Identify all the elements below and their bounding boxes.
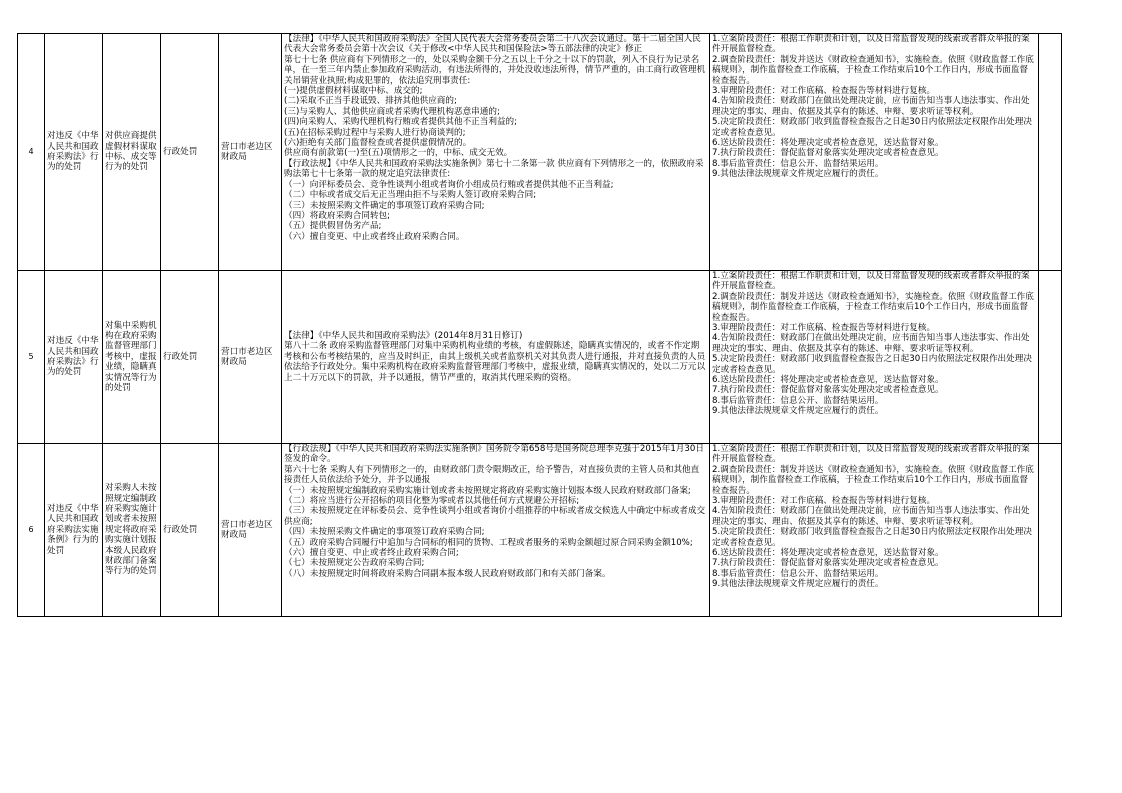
basis-line: （八）未按照规定时间将政府采购合同副本报本级人民政府财政部门和有关部门备案。	[284, 568, 611, 579]
basis-line: （六）擅自变更、中止或者终止政府采购合同;	[284, 548, 459, 559]
resp-line: 4.告知阶段责任：财政部门在做出处理决定前，应书面告知当事人违法事实、作出处理决定的事实、理由、依据及其享有的陈述、申辩、要求听证等权利。	[712, 333, 1030, 354]
resp-line: 3.审理阶段责任：对工作底稿、检查报告等材料进行复核。	[712, 496, 936, 507]
legal-basis	[282, 271, 710, 444]
power-type: 行政处罚	[161, 444, 219, 617]
basis-line: (一)提供虚假材料谋取中标、成交的;	[284, 86, 423, 97]
legal-basis	[282, 34, 710, 271]
resp-line: 8.事后监管责任：信息公开、监督结果运用。	[712, 158, 884, 169]
resp-line: 2.调查阶段责任：制发并送达《财政检查通知书》，实施检查。依照《财政监督工作底稿规则》，制作监督检查工作底稿，于检查工作结束后10个工作日内，形成书面监督检查报告。	[712, 54, 1034, 86]
resp-line: 4.告知阶段责任：财政部门在做出处理决定前，应书面告知当事人违法事实、作出处理决定的事实、理由、依据及其享有的陈述、申辩、要求听证等权利。	[712, 506, 1030, 527]
basis-line: （四）将政府采购合同转包;	[284, 210, 391, 221]
resp-line: 6.送达阶段责任：将处理决定或者检查意见，送达监督对象。	[712, 138, 944, 149]
responsibility	[710, 34, 1039, 271]
row-number: 6	[18, 444, 45, 617]
power-list-table	[17, 33, 1062, 617]
table-row	[18, 444, 1062, 617]
table-row	[18, 271, 1062, 444]
resp-line: 5.决定阶段责任：财政部门收到监督检查报告之日起30日内依照法定权限作出处理决定或者检查意见。	[712, 117, 1032, 138]
basis-line: (五)在招标采购过程中与采购人进行协商谈判的;	[284, 127, 466, 138]
resp-line: 8.事后监管责任：信息公开、监督结果运用。	[712, 568, 884, 579]
sub-item-name: 对集中采购机构在政府采购监督管理部门考核中，虚报业绩，隐瞒真实情况等行为的处罚	[103, 271, 161, 444]
basis-line: 供应商有前款第(一)至(五)项情形之一的，中标、成交无效。	[284, 148, 513, 159]
resp-line: 8.事后监管责任：信息公开、监督结果运用。	[712, 395, 884, 406]
implementing-agency: 营口市老边区财政局	[219, 444, 282, 617]
resp-line: 2.调查阶段责任：制发并送达《财政检查通知书》，实施检查。依照《财政监督工作底稿规则》，制作监督检查工作底稿，于检查工作结束后10个工作日内，形成书面监督检查报告。	[712, 464, 1034, 496]
basis-line: （七）未按照规定公告政府采购合同;	[284, 558, 425, 569]
basis-line: （一）向评标委员会、竞争性谈判小组或者询价小组成员行贿或者提供其他不正当利益;	[284, 179, 614, 190]
basis-line: （五）政府采购合同履行中追加与合同标的相同的货物、工程或者服务的采购金额超过原合同采购金额10%;	[284, 537, 693, 548]
basis-line: (二)采取不正当手段诋毁、排挤其他供应商的;	[284, 96, 457, 107]
basis-line: 【法律】《中华人民共和国政府采购法》(2014年8月31日修订)	[284, 330, 523, 341]
basis-line: （二）中标或者成交后无正当理由拒不与采购人签订政府采购合同;	[284, 190, 537, 201]
basis-line: (六)拒绝有关部门监督检查或者提供虚假情况的。	[284, 138, 472, 149]
basis-line: 第七十七条 供应商有下列情形之一的，处以采购金额千分之五以上千分之十以下的罚款，列入不良行为记录名单，在一至三年内禁止参加政府采购活动，有违法所得的，并处没收违法所得，情节严重的，由工商行政管理机关吊销营业执照;构成犯罪的，依法追究刑事责任:	[284, 54, 706, 86]
implementing-agency: 营口市老边区财政局	[219, 271, 282, 444]
responsibility	[710, 271, 1039, 444]
basis-line: （三）未按照采购文件确定的事项签订政府采购合同;	[284, 200, 485, 211]
resp-line: 9.其他法律法规规章文件规定应履行的责任。	[712, 406, 884, 417]
table-row	[18, 34, 1062, 271]
resp-line: 3.审理阶段责任：对工作底稿、检查报告等材料进行复核。	[712, 86, 936, 97]
basis-line: 第八十二条 政府采购监督管理部门对集中采购机构业绩的考核，有虚假陈述，隐瞒真实情况的，或者不作定期考核和公布考核结果的，应当及时纠正，由其上级机关或者监察机关对其负责人进行通报，并对直接负责的人员依法给予行政处分。集中采购机构在政府采购监督管理部门考核中，虚报业绩，隐瞒真实情况的，处以二万元以上二十万元以下的罚款，并予以通报，情节严重的，取消其代理采购的资格。	[284, 341, 706, 383]
resp-line: 9.其他法律法规规章文件规定应履行的责任。	[712, 579, 884, 590]
remarks-cell	[1039, 271, 1062, 444]
resp-line: 6.送达阶段责任：将处理决定或者检查意见，送达监督对象。	[712, 548, 944, 559]
legal-basis	[282, 444, 710, 617]
resp-line: 7.执行阶段责任：督促监督对象落实处理决定或者检查意见。	[712, 148, 944, 159]
remarks-cell	[1039, 34, 1062, 271]
basis-line: (三)与采购人、其他供应商或者采购代理机构恶意串通的;	[284, 106, 500, 117]
basis-line: （四）未按照采购文件确定的事项签订政府采购合同;	[284, 527, 485, 538]
basis-line: 【法律】《中华人民共和国政府采购法》全国人民代表大会常务委员会第二十八次会议通过。第十二届全国人民代表大会常务委员会第十次会议《关于修改<中华人民共和国保险法>等五部法律的决定》修正	[284, 34, 701, 55]
sub-item-name: 对供应商提供虚假材料谋取中标、成交等行为的处罚	[103, 34, 161, 271]
basis-line: 【行政法规】《中华人民共和国政府采购法实施条例》第七十二条第一款 供应商有下列情形之一的，依照政府采购法第七十七条第一款的规定追究法律责任:	[284, 158, 704, 180]
sub-item-name: 对采购人未按照规定编制政府采购实施计划或者未按照规定将政府采购实施计划报本级人民政府财政部门备案等行为的处罚	[103, 444, 161, 617]
resp-line: 7.执行阶段责任：督促监督对象落实处理决定或者检查意见。	[712, 558, 944, 569]
resp-line: 3.审理阶段责任：对工作底稿、检查报告等材料进行复核。	[712, 323, 936, 334]
basis-line: 第六十七条 采购人有下列情形之一的，由财政部门责令限期改正，给予警告，对直接负责的主管人员和其他直接责任人员依法给予处分，并予以通报	[284, 464, 700, 486]
remarks-cell	[1039, 444, 1062, 617]
resp-line: 5.决定阶段责任：财政部门收到监督检查报告之日起30日内依照法定权限作出处理决定或者检查意见。	[712, 354, 1032, 375]
implementing-agency: 营口市老边区财政局	[219, 34, 282, 271]
resp-line: 1.立案阶段责任：根据工作职责和计划，以及日常监督发现的线索或者群众举报的案件开展监督检查。	[712, 34, 1030, 55]
row-number: 5	[18, 271, 45, 444]
resp-line: 9.其他法律法规规章文件规定应履行的责任。	[712, 169, 884, 180]
resp-line: 4.告知阶段责任：财政部门在做出处理决定前，应书面告知当事人违法事实、作出处理决定的事实、理由、依据及其享有的陈述、申辩、要求听证等权利。	[712, 96, 1030, 117]
resp-line: 2.调查阶段责任：制发并送达《财政检查通知书》，实施检查。依照《财政监督工作底稿规则》，制作监督检查工作底稿，于检查工作结束后10个工作日内，形成书面监督检查报告。	[712, 291, 1034, 323]
resp-line: 1.立案阶段责任：根据工作职责和计划，以及日常监督发现的线索或者群众举报的案件开展监督检查。	[712, 271, 1030, 292]
resp-line: 1.立案阶段责任：根据工作职责和计划，以及日常监督发现的线索或者群众举报的案件开展监督检查。	[712, 444, 1030, 465]
responsibility	[710, 444, 1039, 617]
basis-line: (四)向采购人、采购代理机构行贿或者提供其他不正当利益的;	[284, 117, 518, 128]
basis-line: 【行政法规】《中华人民共和国政府采购法实施条例》国务院令第658号是国务院总理李克强于2015年1月30日签发的命令。	[284, 444, 704, 465]
basis-line: （一）未按照规定编制政府采购实施计划或者未按照规定将政府采购实施计划报本级人民政府财政部门备案;	[284, 485, 691, 496]
basis-line: （五）提供假冒伪劣产品;	[284, 221, 382, 232]
basis-line: （六）擅自变更、中止或者终止政府采购合同。	[284, 231, 465, 242]
item-name: 对违反《中华人民共和国政府采购法实施条例》行为的处罚	[45, 444, 103, 617]
power-type: 行政处罚	[161, 34, 219, 271]
row-number: 4	[18, 34, 45, 271]
item-name: 对违反《中华人民共和国政府采购法》行为的处罚	[45, 34, 103, 271]
item-name: 对违反《中华人民共和国政府采购法》行为的处罚	[45, 271, 103, 444]
resp-line: 6.送达阶段责任：将处理决定或者检查意见，送达监督对象。	[712, 375, 944, 386]
resp-line: 7.执行阶段责任：督促监督对象落实处理决定或者检查意见。	[712, 385, 944, 396]
resp-line: 5.决定阶段责任：财政部门收到监督检查报告之日起30日内依照法定权限作出处理决定或者检查意见。	[712, 527, 1032, 548]
basis-line: （三）未按照规定在评标委员会、竞争性谈判小组或者询价小组推荐的中标或者成交候选人中确定中标或者成交供应商;	[284, 506, 706, 527]
basis-line: （二）将应当进行公开招标的项目化整为零或者以其他任何方式规避公开招标;	[284, 496, 580, 507]
power-type: 行政处罚	[161, 271, 219, 444]
